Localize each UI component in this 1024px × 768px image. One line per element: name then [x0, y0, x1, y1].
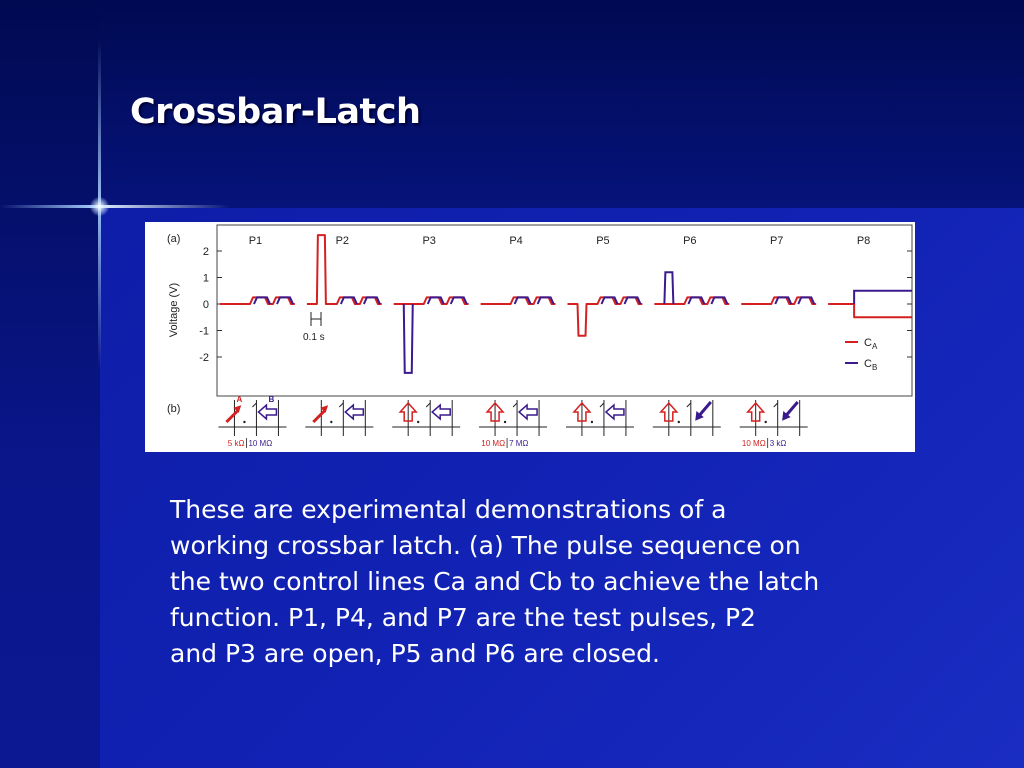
figure-panel — [145, 222, 915, 452]
series-step — [854, 291, 912, 304]
scale-bar-label: 0.1 s — [303, 332, 325, 343]
series-ca — [220, 235, 912, 336]
latch-state-diagram — [740, 400, 808, 436]
resistance-a: 10 MΩ — [481, 439, 506, 448]
panel-a-label: (a) — [167, 233, 181, 245]
panel-b-label: (b) — [167, 403, 181, 415]
light-flare-center — [90, 197, 109, 216]
pulse-label: P4 — [509, 235, 523, 247]
body-line: These are experimental demonstrations of a — [170, 495, 727, 524]
latch-state-diagram — [479, 400, 547, 436]
resistance-b: 10 MΩ — [248, 439, 273, 448]
series-spike — [664, 272, 673, 304]
light-flare-horizontal — [0, 205, 230, 208]
pulse-label: P5 — [596, 235, 610, 247]
pulse-label: P6 — [683, 235, 697, 247]
body-text — [170, 492, 970, 672]
pulse-label: P3 — [422, 235, 436, 247]
pulse-labels — [249, 235, 871, 247]
pulse-sequence-chart — [145, 222, 915, 452]
latch-state-diagram — [566, 400, 634, 436]
latch-state-diagram — [653, 400, 721, 436]
series-line — [220, 235, 912, 336]
latch-state-diagram — [218, 400, 286, 436]
body-line: function. P1, P4, and P7 are the test pulses, P2 — [170, 603, 756, 632]
background-left — [0, 0, 100, 768]
resistance-a: 10 MΩ — [741, 439, 766, 448]
y-tick-label: 0 — [202, 299, 209, 311]
panel-b-letter-a: A — [236, 395, 243, 404]
latch-state-diagram — [305, 400, 373, 436]
body-line: working crossbar latch. (a) The pulse sequence on — [170, 531, 801, 560]
pulse-label: P8 — [856, 235, 871, 247]
latch-state-diagram — [392, 400, 460, 436]
pulse-label: P2 — [335, 235, 350, 247]
legend — [845, 337, 878, 372]
body-line: the two control lines Ca and Cb to achieve the latch — [170, 567, 820, 596]
y-tick-label: 2 — [202, 246, 209, 258]
panel-b-diagrams — [218, 395, 807, 448]
legend-label-ca: $C_A$ — [864, 337, 878, 351]
pulse-label: P7 — [769, 235, 784, 247]
resistance-a: 5 kΩ — [227, 439, 245, 448]
pulse-label: P1 — [248, 235, 263, 247]
resistance-b: 3 kΩ — [769, 439, 787, 448]
slide-title: Crossbar-Latch — [130, 92, 421, 132]
panel-b-letter-b: B — [268, 395, 275, 404]
y-axis-label: Voltage (V) — [168, 282, 180, 338]
series-cb — [254, 272, 912, 373]
y-axis-ticks — [199, 246, 912, 364]
resistance-b: 7 MΩ — [509, 439, 529, 448]
y-tick-label: 1 — [202, 272, 209, 285]
scale-bar — [303, 312, 325, 343]
body-line: and P3 are open, P5 and P6 are closed. — [170, 639, 660, 668]
y-tick-label: -1 — [199, 325, 209, 338]
legend-label-cb: $C_B$ — [864, 358, 878, 372]
panel-a-frame — [217, 225, 912, 396]
series-spike — [404, 304, 413, 373]
y-tick-label: -2 — [199, 352, 209, 364]
